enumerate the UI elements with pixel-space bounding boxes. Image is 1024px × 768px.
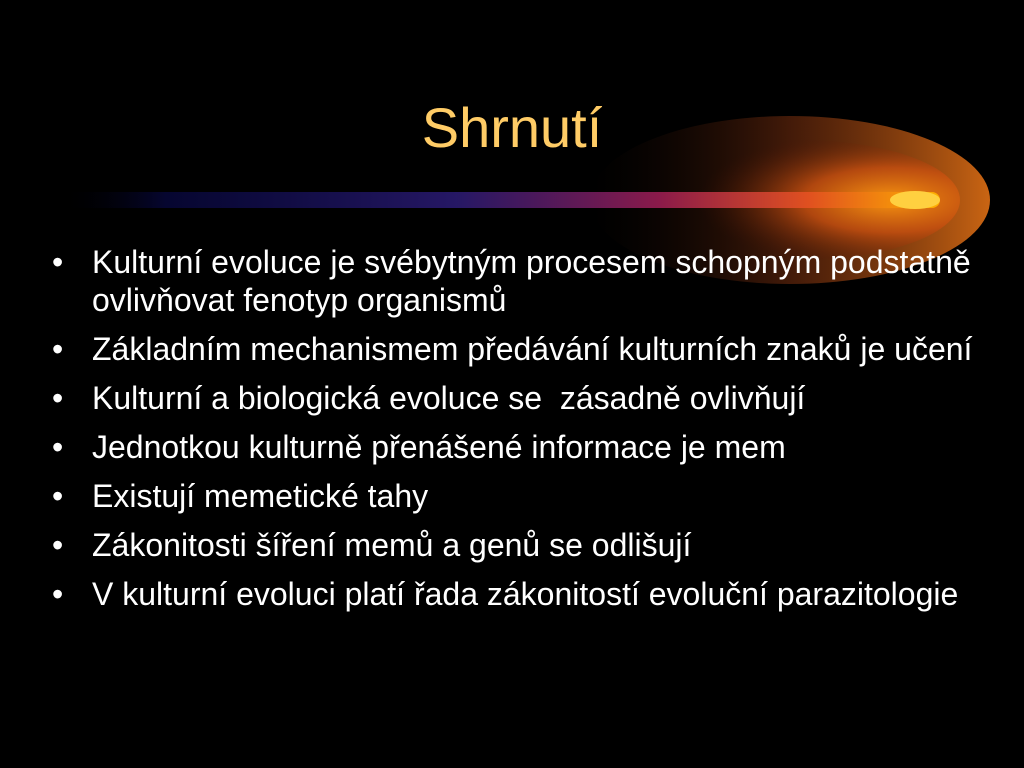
bullet-text: V kulturní evoluci platí řada zákonitostí evoluční parazitologie — [92, 576, 959, 612]
bullet-item — [52, 330, 1012, 368]
comet-tail — [60, 192, 940, 208]
comet-core — [890, 191, 940, 209]
bullet-item — [52, 575, 1012, 613]
bullet-marker: • — [52, 244, 64, 280]
bullet-item — [52, 526, 1012, 564]
bullet-marker: • — [52, 527, 64, 563]
bullet-item — [52, 243, 1012, 319]
bullet-item — [52, 379, 1012, 417]
bullet-item — [52, 477, 1012, 515]
bullet-item — [52, 428, 1012, 466]
bullet-list — [52, 243, 1012, 624]
bullet-marker: • — [52, 576, 64, 612]
bullet-marker: • — [52, 380, 64, 416]
bullet-text: Kulturní a biologická evoluce se zásadně ovlivňují — [92, 380, 806, 416]
bullet-text: Existují memetické tahy — [92, 478, 429, 514]
bullet-text: Základním mechanismem předávání kulturních znaků je učení — [92, 331, 973, 367]
bullet-text: Kulturní evoluce je svébytným procesem schopným podstatně ovlivňovat fenotyp organismů — [92, 244, 971, 318]
slide-title: Shrnutí — [421, 96, 603, 159]
bullet-text: Jednotkou kulturně přenášené informace je mem — [92, 429, 786, 465]
bullet-text: Zákonitosti šíření memů a genů se odlišují — [92, 527, 692, 563]
bullet-marker: • — [52, 331, 64, 367]
bullet-marker: • — [52, 478, 64, 514]
bullet-marker: • — [52, 429, 64, 465]
